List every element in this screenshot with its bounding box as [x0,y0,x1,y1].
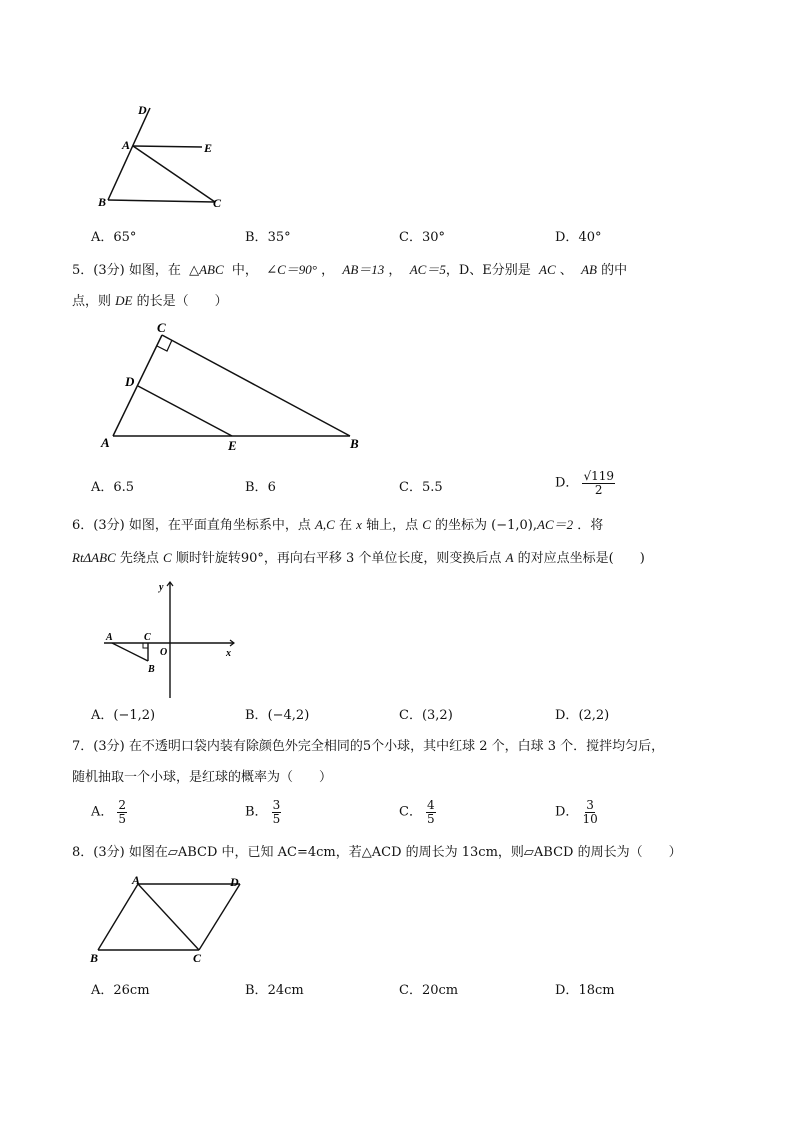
q6-label-o: O [160,647,168,658]
q8-label-c: C [193,951,202,965]
q4-figure [90,100,240,215]
fraction: $\frac{2}{5}$ [118,798,127,826]
q4-label-b: B [98,195,107,209]
q5-label-b: B [350,436,359,451]
fraction: $\frac{4}{5}$ [426,798,435,826]
q4-label-e: E [204,141,213,155]
q6-label-b: B [148,664,155,675]
q5-option-c[interactable]: C．5.5 [399,480,443,495]
q7-option-d[interactable]: D． $\frac{3}{10}$ [555,798,598,826]
q4-label-c: C [213,196,222,210]
q5-label-a: A [101,435,110,450]
q7-option-b[interactable]: B． $\frac{3}{5}$ [245,798,281,826]
q8-stem-line1: 8．(3分) 如图在▱ABCD 中，已知 AC=4cm，若△ACD 的周长为 13cm，则▱ABCD 的周长为（ ） [72,845,682,860]
q5-stem-line1: 5．(3分) 如图，在 △ABC 中， ∠C＝90° ， AB＝13 ， AC＝5，D、E分别是 AC 、 AB 的中 [72,262,628,278]
q6-option-d[interactable]: D．(2,2) [555,708,610,723]
q5-option-a[interactable]: A．6.5 [91,480,135,495]
q5-label-e: E [228,438,237,453]
q6-label-a: A [106,632,113,643]
q6-figure [100,578,245,700]
q5-stem-line2: 点，则 DE 的长是（ ） [72,293,228,309]
q8-option-a[interactable]: A．26cm [91,983,150,998]
q4-option-a[interactable]: A．65° [91,230,137,245]
q5-label-c: C [157,320,166,335]
q7-stem-line2: 随机抽取一个小球，是红球的概率为（ ） [72,770,333,785]
q8-figure [88,874,253,966]
q8-option-c[interactable]: C．20cm [399,983,459,998]
q6-label-x: x [226,648,231,659]
q6-stem-line2: RtΔABC 先绕点 C 顺时针旋转90°，再向右平移 3 个单位长度，则变换后点 A 的对应点坐标是( ) [72,550,645,566]
q6-option-c[interactable]: C．(3,2) [399,708,453,723]
q6-option-a[interactable]: A．(−1,2) [91,708,156,723]
fraction: $\frac{√119}{2}$ [583,469,614,497]
q8-label-a: A [132,874,141,887]
q4-label-d: D [138,103,147,117]
q8-label-b: B [90,951,99,965]
q8-label-d: D [230,875,239,889]
q7-option-c[interactable]: C． $\frac{4}{5}$ [399,798,435,826]
q5-option-b[interactable]: B．6 [245,480,276,495]
q8-option-d[interactable]: D．18cm [555,983,615,998]
fraction: $\frac{3}{5}$ [272,798,281,826]
q4-option-c[interactable]: C．30° [399,230,445,245]
q6-label-y: y [159,582,164,593]
q5-figure [95,318,375,456]
q4-option-b[interactable]: B．35° [245,230,291,245]
q4-label-a: A [122,138,131,152]
q6-option-b[interactable]: B．(−4,2) [245,708,310,723]
q4-option-d[interactable]: D．40° [555,230,602,245]
q5-label-d: D [125,374,135,389]
q5-option-d[interactable]: D． $\frac{√119}{2}$ [555,469,614,497]
q6-label-c: C [144,632,151,643]
q8-option-b[interactable]: B．24cm [245,983,304,998]
q6-stem-line1: 6．(3分) 如图，在平面直角坐标系中，点 A,C 在 x 轴上，点 C 的坐标为 (−1,0),AC＝2 ．将 [72,517,604,533]
q7-option-a[interactable]: A． $\frac{2}{5}$ [91,798,127,826]
q7-stem-line1: 7．(3分) 在不透明口袋内装有除颜色外完全相同的5个小球，其中红球 2 个，白球 3 个．搅拌均匀后， [72,739,665,754]
fraction: $\frac{3}{10}$ [582,798,598,826]
